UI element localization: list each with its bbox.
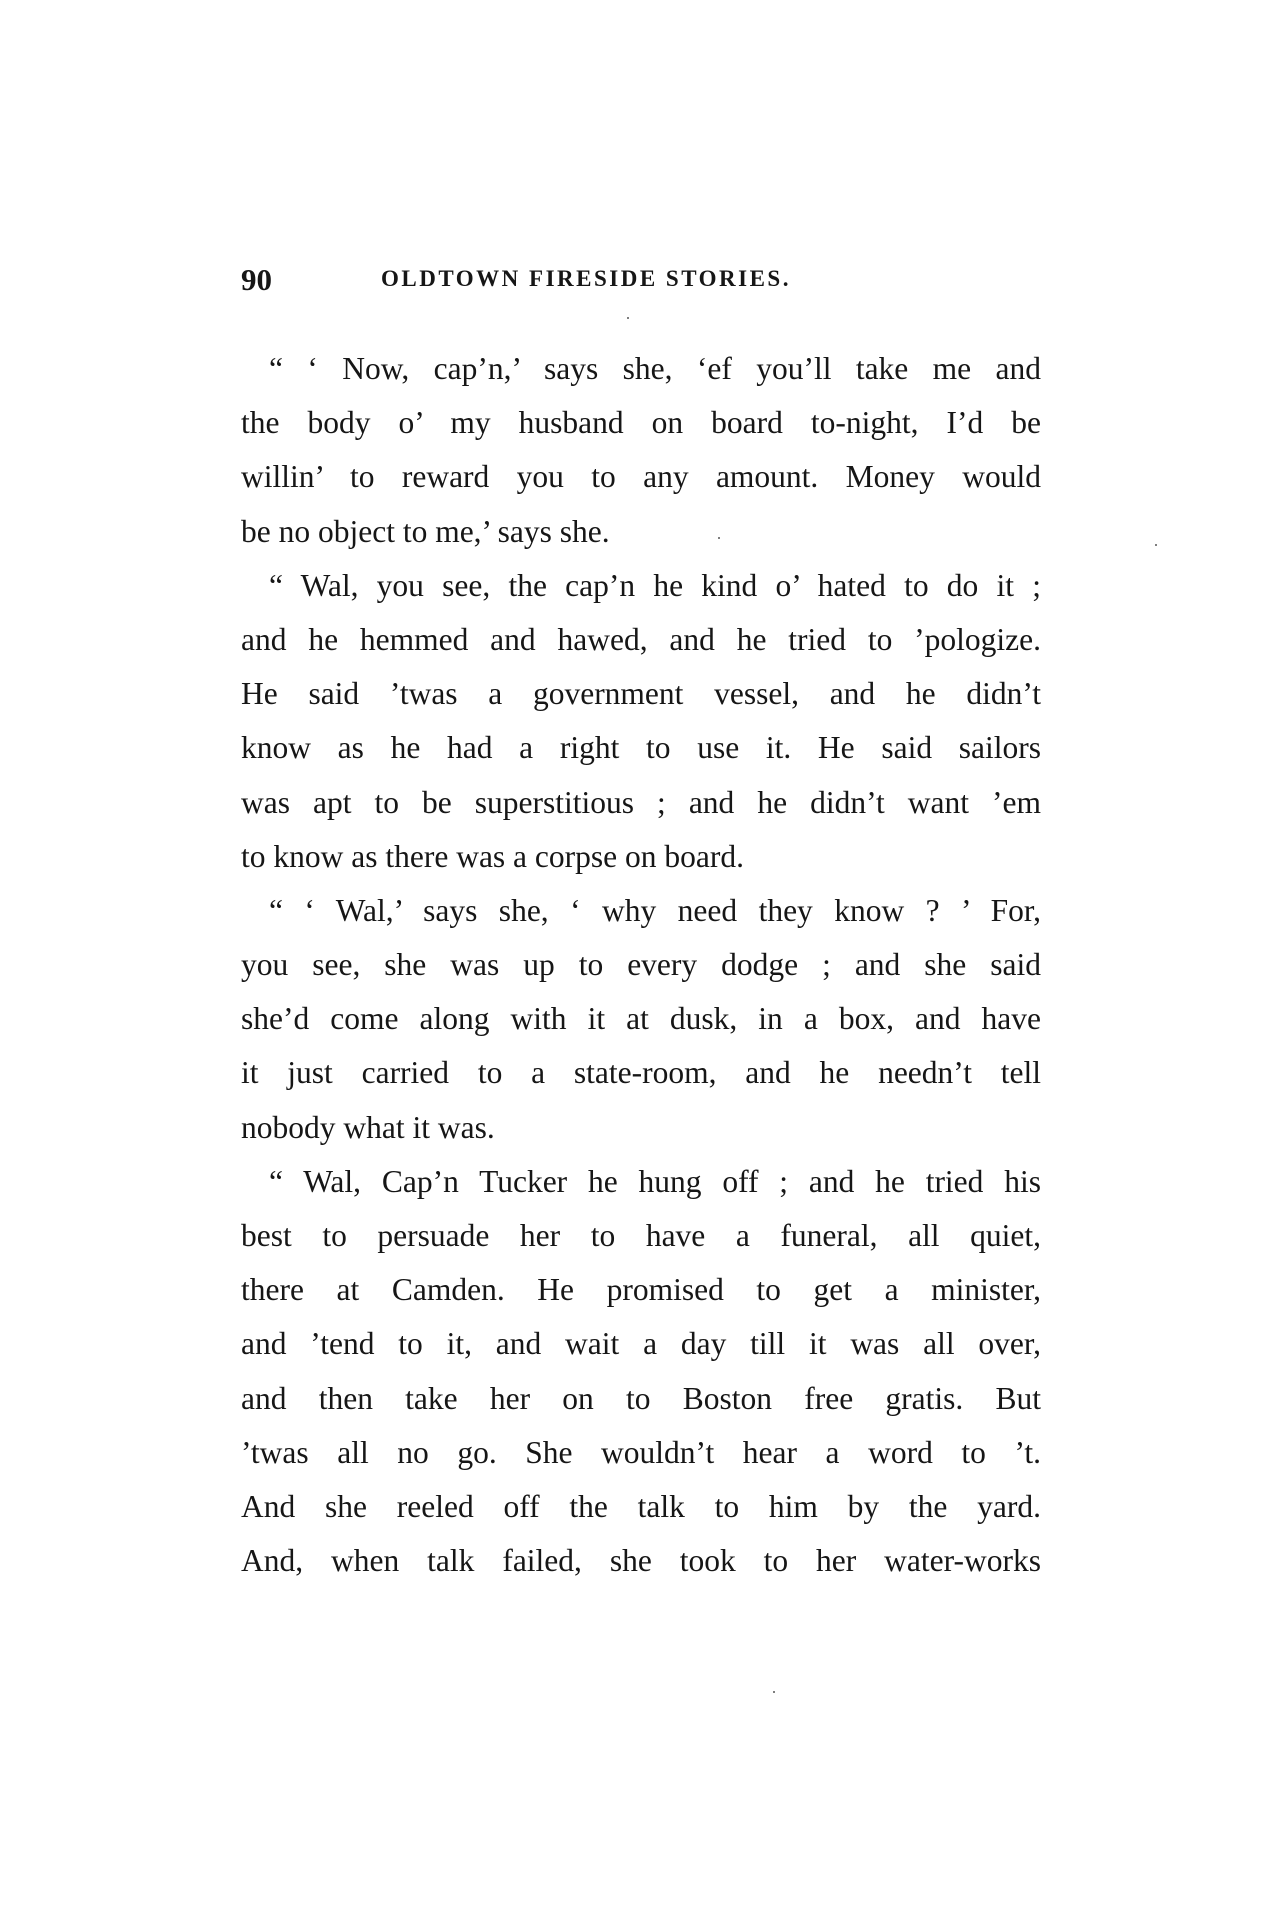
text-line: ’twas all no go. She wouldn’t hear a word to ’t. (241, 1434, 1041, 1470)
text-line: and then take her on to Boston free gratis. But (241, 1380, 1041, 1416)
text-line: And she reeled off the talk to him by the yard. (241, 1488, 1041, 1524)
text-line: the body o’ my husband on board to-night, I’d be (241, 405, 1041, 441)
text-line: “ ‘ Now, cap’n,’ says she, ‘ef you’ll take me and (269, 351, 1041, 386)
text-line: “ Wal, Cap’n Tucker he hung off ; and he tried his (269, 1163, 1041, 1199)
print-speck (627, 317, 629, 319)
text-line: she’d come along with it at dusk, in a box, and have (241, 1001, 1041, 1037)
text-line: best to persuade her to have a funeral, all quiet, (241, 1218, 1041, 1253)
body-text (241, 342, 1041, 1588)
text-line: there at Camden. He promised to get a minister, (241, 1272, 1041, 1308)
text-line: nobody what it was. (241, 1109, 495, 1145)
text-line: And, when talk failed, she took to her water-works (241, 1543, 1041, 1579)
print-speck (718, 537, 720, 539)
text-line: was apt to be superstitious ; and he didn’t want ’em (241, 784, 1041, 820)
text-line: to know as there was a corpse on board. (241, 838, 744, 874)
text-line: “ Wal, you see, the cap’n he kind o’ hated to do it ; (269, 567, 1041, 603)
text-line: you see, she was up to every dodge ; and she said (241, 947, 1041, 983)
text-line: willin’ to reward you to any amount. Money would (241, 459, 1041, 495)
print-speck (773, 1691, 775, 1693)
page-header (241, 262, 1041, 306)
text-line: and ’tend to it, and wait a day till it was all over, (241, 1326, 1041, 1362)
text-line: it just carried to a state-room, and he needn’t tell (241, 1055, 1041, 1091)
text-line: be no object to me,’ says she. (241, 513, 610, 549)
print-speck (1155, 544, 1157, 546)
running-title: OLDTOWN FIRESIDE STORIES. (381, 266, 791, 291)
text-line: He said ’twas a government vessel, and he didn’t (241, 676, 1041, 712)
text-line: and he hemmed and hawed, and he tried to ’pologize. (241, 621, 1041, 657)
page-number: 90 (241, 262, 272, 297)
text-line: know as he had a right to use it. He said sailors (241, 730, 1041, 766)
text-line: “ ‘ Wal,’ says she, ‘ why need they know ? ’ For, (269, 892, 1041, 928)
